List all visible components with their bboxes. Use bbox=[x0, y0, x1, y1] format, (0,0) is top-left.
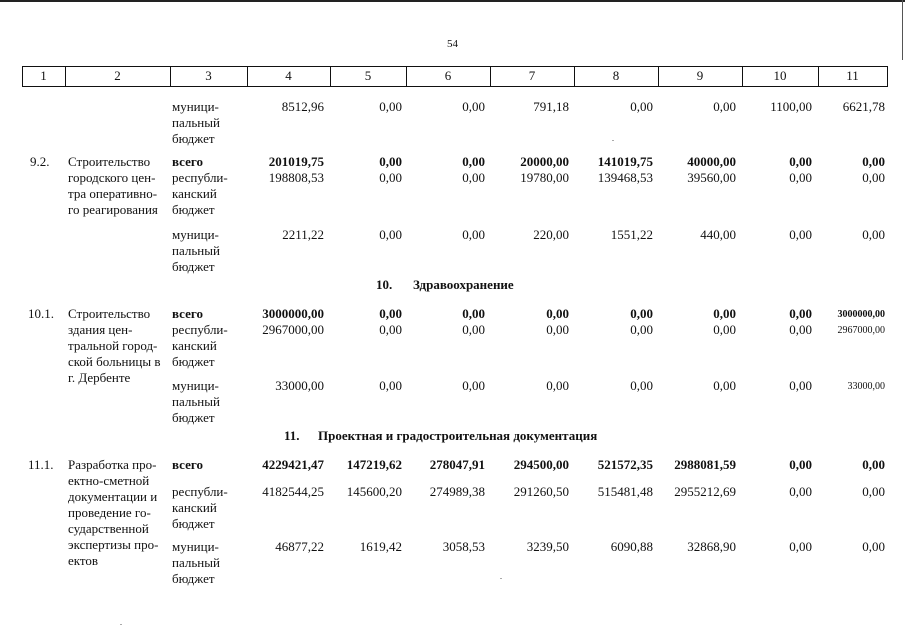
value-col-8: 521572,35 bbox=[597, 457, 653, 472]
value-col-5: 0,00 bbox=[379, 170, 402, 185]
source-label: пальный bbox=[172, 394, 220, 409]
item-name-line: документации и bbox=[68, 489, 158, 504]
value-col-7: 19780,00 bbox=[520, 170, 569, 185]
value-col-8: 0,00 bbox=[630, 322, 653, 337]
page-number: 54 bbox=[447, 38, 458, 50]
header-divider bbox=[887, 67, 888, 86]
value-col-5: 0,00 bbox=[379, 99, 402, 114]
item-name-line: городского цен- bbox=[68, 170, 156, 185]
value-col-5: 0,00 bbox=[379, 322, 402, 337]
value-col-4: 2967000,00 bbox=[262, 322, 324, 337]
value-col-10: 0,00 bbox=[789, 227, 812, 242]
value-col-8: 6090,88 bbox=[610, 539, 653, 554]
header-col-9: 9 bbox=[696, 68, 704, 83]
value-col-6: 0,00 bbox=[462, 99, 485, 114]
value-col-10: 0,00 bbox=[789, 154, 812, 169]
value-col-6: 0,00 bbox=[462, 154, 485, 169]
value-col-6: 0,00 bbox=[462, 227, 485, 242]
value-col-9: 0,00 bbox=[713, 378, 736, 393]
value-col-11: 33000,00 bbox=[847, 381, 885, 392]
value-col-11: 0,00 bbox=[862, 457, 885, 472]
header-col-3: 3 bbox=[205, 68, 212, 83]
value-col-9: 32868,90 bbox=[687, 539, 736, 554]
source-label: всего bbox=[172, 306, 203, 321]
value-col-11: 3000000,00 bbox=[837, 309, 885, 320]
header-col-1: 1 bbox=[40, 68, 47, 83]
source-label: пальный bbox=[172, 243, 220, 258]
value-col-5: 0,00 bbox=[379, 227, 402, 242]
value-col-4: 8512,96 bbox=[281, 99, 324, 114]
value-col-6: 0,00 bbox=[462, 306, 485, 321]
item-name-line: ской больницы в bbox=[68, 354, 161, 369]
value-col-7: 0,00 bbox=[546, 378, 569, 393]
item-name-line: Строительство bbox=[68, 154, 151, 169]
scan-right-edge bbox=[902, 0, 903, 60]
header-col-5: 5 bbox=[364, 68, 372, 83]
header-col-8: 8 bbox=[612, 68, 620, 83]
value-col-7: 294500,00 bbox=[513, 457, 569, 472]
value-col-9: 2988081,59 bbox=[674, 457, 736, 472]
row-code: 10.1. bbox=[28, 306, 54, 321]
value-col-7: 220,00 bbox=[533, 227, 569, 242]
value-col-8: 141019,75 bbox=[597, 154, 653, 169]
item-name-line: го реагирования bbox=[68, 202, 158, 217]
section-number: 11. bbox=[284, 428, 300, 443]
value-col-9: 2955212,69 bbox=[674, 484, 736, 499]
value-col-11: 0,00 bbox=[862, 539, 885, 554]
value-col-5: 1619,42 bbox=[359, 539, 402, 554]
header-col-6: 6 bbox=[444, 68, 452, 83]
value-col-8: 0,00 bbox=[630, 306, 653, 321]
value-col-4: 4229421,47 bbox=[262, 457, 324, 472]
value-col-9: 440,00 bbox=[700, 227, 736, 242]
value-col-10: 0,00 bbox=[789, 457, 812, 472]
value-col-9: 40000,00 bbox=[687, 154, 736, 169]
value-col-6: 0,00 bbox=[462, 322, 485, 337]
value-col-10: 1100,00 bbox=[770, 99, 812, 114]
value-col-7: 291260,50 bbox=[513, 484, 569, 499]
value-col-11: 2967000,00 bbox=[837, 325, 885, 336]
value-col-7: 20000,00 bbox=[520, 154, 569, 169]
value-col-10: 0,00 bbox=[789, 322, 812, 337]
item-name-line: Разработка про- bbox=[68, 457, 157, 472]
header-col-4: 4 bbox=[285, 68, 292, 83]
value-col-6: 0,00 bbox=[462, 378, 485, 393]
section-number: 10. bbox=[376, 277, 393, 292]
source-label: республи- bbox=[172, 322, 228, 337]
value-col-7: 0,00 bbox=[546, 306, 569, 321]
source-label: бюджет bbox=[172, 354, 215, 369]
header-bottom-rule bbox=[22, 86, 888, 87]
value-col-5: 0,00 bbox=[379, 154, 402, 169]
value-col-6: 0,00 bbox=[462, 170, 485, 185]
value-col-7: 3239,50 bbox=[526, 539, 569, 554]
row-code: 9.2. bbox=[30, 154, 50, 169]
source-label: бюджет bbox=[172, 202, 215, 217]
source-label: бюджет bbox=[172, 410, 215, 425]
item-name-line: сударственной bbox=[68, 521, 149, 536]
value-col-4: 198808,53 bbox=[268, 170, 324, 185]
value-col-11: 0,00 bbox=[862, 154, 885, 169]
item-name-line: ектно-сметной bbox=[68, 473, 150, 488]
value-col-5: 0,00 bbox=[379, 306, 402, 321]
value-col-8: 515481,48 bbox=[597, 484, 653, 499]
row-code: 11.1. bbox=[28, 457, 54, 472]
value-col-6: 278047,91 bbox=[429, 457, 485, 472]
item-name-line: г. Дербенте bbox=[68, 370, 131, 385]
item-name-line: Строительство bbox=[68, 306, 151, 321]
item-name-line: проведение го- bbox=[68, 505, 151, 520]
value-col-4: 2211,22 bbox=[282, 227, 324, 242]
value-col-5: 145600,20 bbox=[346, 484, 402, 499]
header-col-7: 7 bbox=[528, 68, 536, 83]
value-col-10: 0,00 bbox=[789, 484, 812, 499]
source-label: бюджет bbox=[172, 571, 215, 586]
scan-speck bbox=[612, 140, 614, 141]
value-col-4: 201019,75 bbox=[268, 154, 324, 169]
source-label: канский bbox=[172, 500, 217, 515]
value-col-7: 791,18 bbox=[533, 99, 569, 114]
value-col-8: 1551,22 bbox=[610, 227, 653, 242]
value-col-8: 0,00 bbox=[630, 99, 653, 114]
scan-speck bbox=[120, 624, 122, 625]
header-col-11: 11 bbox=[846, 68, 859, 83]
source-label: муници- bbox=[172, 227, 219, 242]
source-label: пальный bbox=[172, 115, 220, 130]
header-col-2: 2 bbox=[114, 68, 121, 83]
value-col-7: 0,00 bbox=[546, 322, 569, 337]
value-col-9: 0,00 bbox=[713, 306, 736, 321]
item-name-line: здания цен- bbox=[68, 322, 133, 337]
value-col-4: 3000000,00 bbox=[262, 306, 324, 321]
value-col-6: 3058,53 bbox=[442, 539, 485, 554]
source-label: муници- bbox=[172, 99, 219, 114]
item-name-line: ектов bbox=[68, 553, 99, 568]
source-label: бюджет bbox=[172, 516, 215, 531]
item-name-line: тральной город- bbox=[68, 338, 158, 353]
scan-speck bbox=[500, 578, 502, 579]
source-label: канский bbox=[172, 338, 217, 353]
value-col-10: 0,00 bbox=[789, 378, 812, 393]
source-label: республи- bbox=[172, 170, 228, 185]
value-col-6: 274989,38 bbox=[429, 484, 485, 499]
value-col-9: 0,00 bbox=[713, 322, 736, 337]
value-col-5: 147219,62 bbox=[346, 457, 402, 472]
value-col-4: 4182544,25 bbox=[262, 484, 324, 499]
value-col-10: 0,00 bbox=[789, 170, 812, 185]
value-col-4: 46877,22 bbox=[275, 539, 324, 554]
value-col-11: 0,00 bbox=[862, 170, 885, 185]
value-col-10: 0,00 bbox=[789, 306, 812, 321]
value-col-9: 39560,00 bbox=[687, 170, 736, 185]
section-title: Проектная и градостроительная документация bbox=[318, 428, 598, 443]
item-name-line: экспертизы про- bbox=[68, 537, 159, 552]
source-label: бюджет bbox=[172, 131, 215, 146]
source-label: муници- bbox=[172, 378, 219, 393]
value-col-10: 0,00 bbox=[789, 539, 812, 554]
source-label: муници- bbox=[172, 539, 219, 554]
source-label: бюджет bbox=[172, 259, 215, 274]
value-col-11: 0,00 bbox=[862, 227, 885, 242]
header-col-10: 10 bbox=[773, 68, 787, 83]
value-col-11: 6621,78 bbox=[842, 99, 885, 114]
scan-top-edge bbox=[0, 0, 905, 2]
source-label: всего bbox=[172, 457, 203, 472]
value-col-4: 33000,00 bbox=[275, 378, 324, 393]
source-label: всего bbox=[172, 154, 203, 169]
section-title: Здравоохранение bbox=[413, 277, 514, 292]
item-name-line: тра оперативно- bbox=[68, 186, 158, 201]
source-label: республи- bbox=[172, 484, 228, 499]
value-col-8: 0,00 bbox=[630, 378, 653, 393]
value-col-11: 0,00 bbox=[862, 484, 885, 499]
value-col-5: 0,00 bbox=[379, 378, 402, 393]
source-label: пальный bbox=[172, 555, 220, 570]
source-label: канский bbox=[172, 186, 217, 201]
value-col-8: 139468,53 bbox=[597, 170, 653, 185]
value-col-9: 0,00 bbox=[713, 99, 736, 114]
